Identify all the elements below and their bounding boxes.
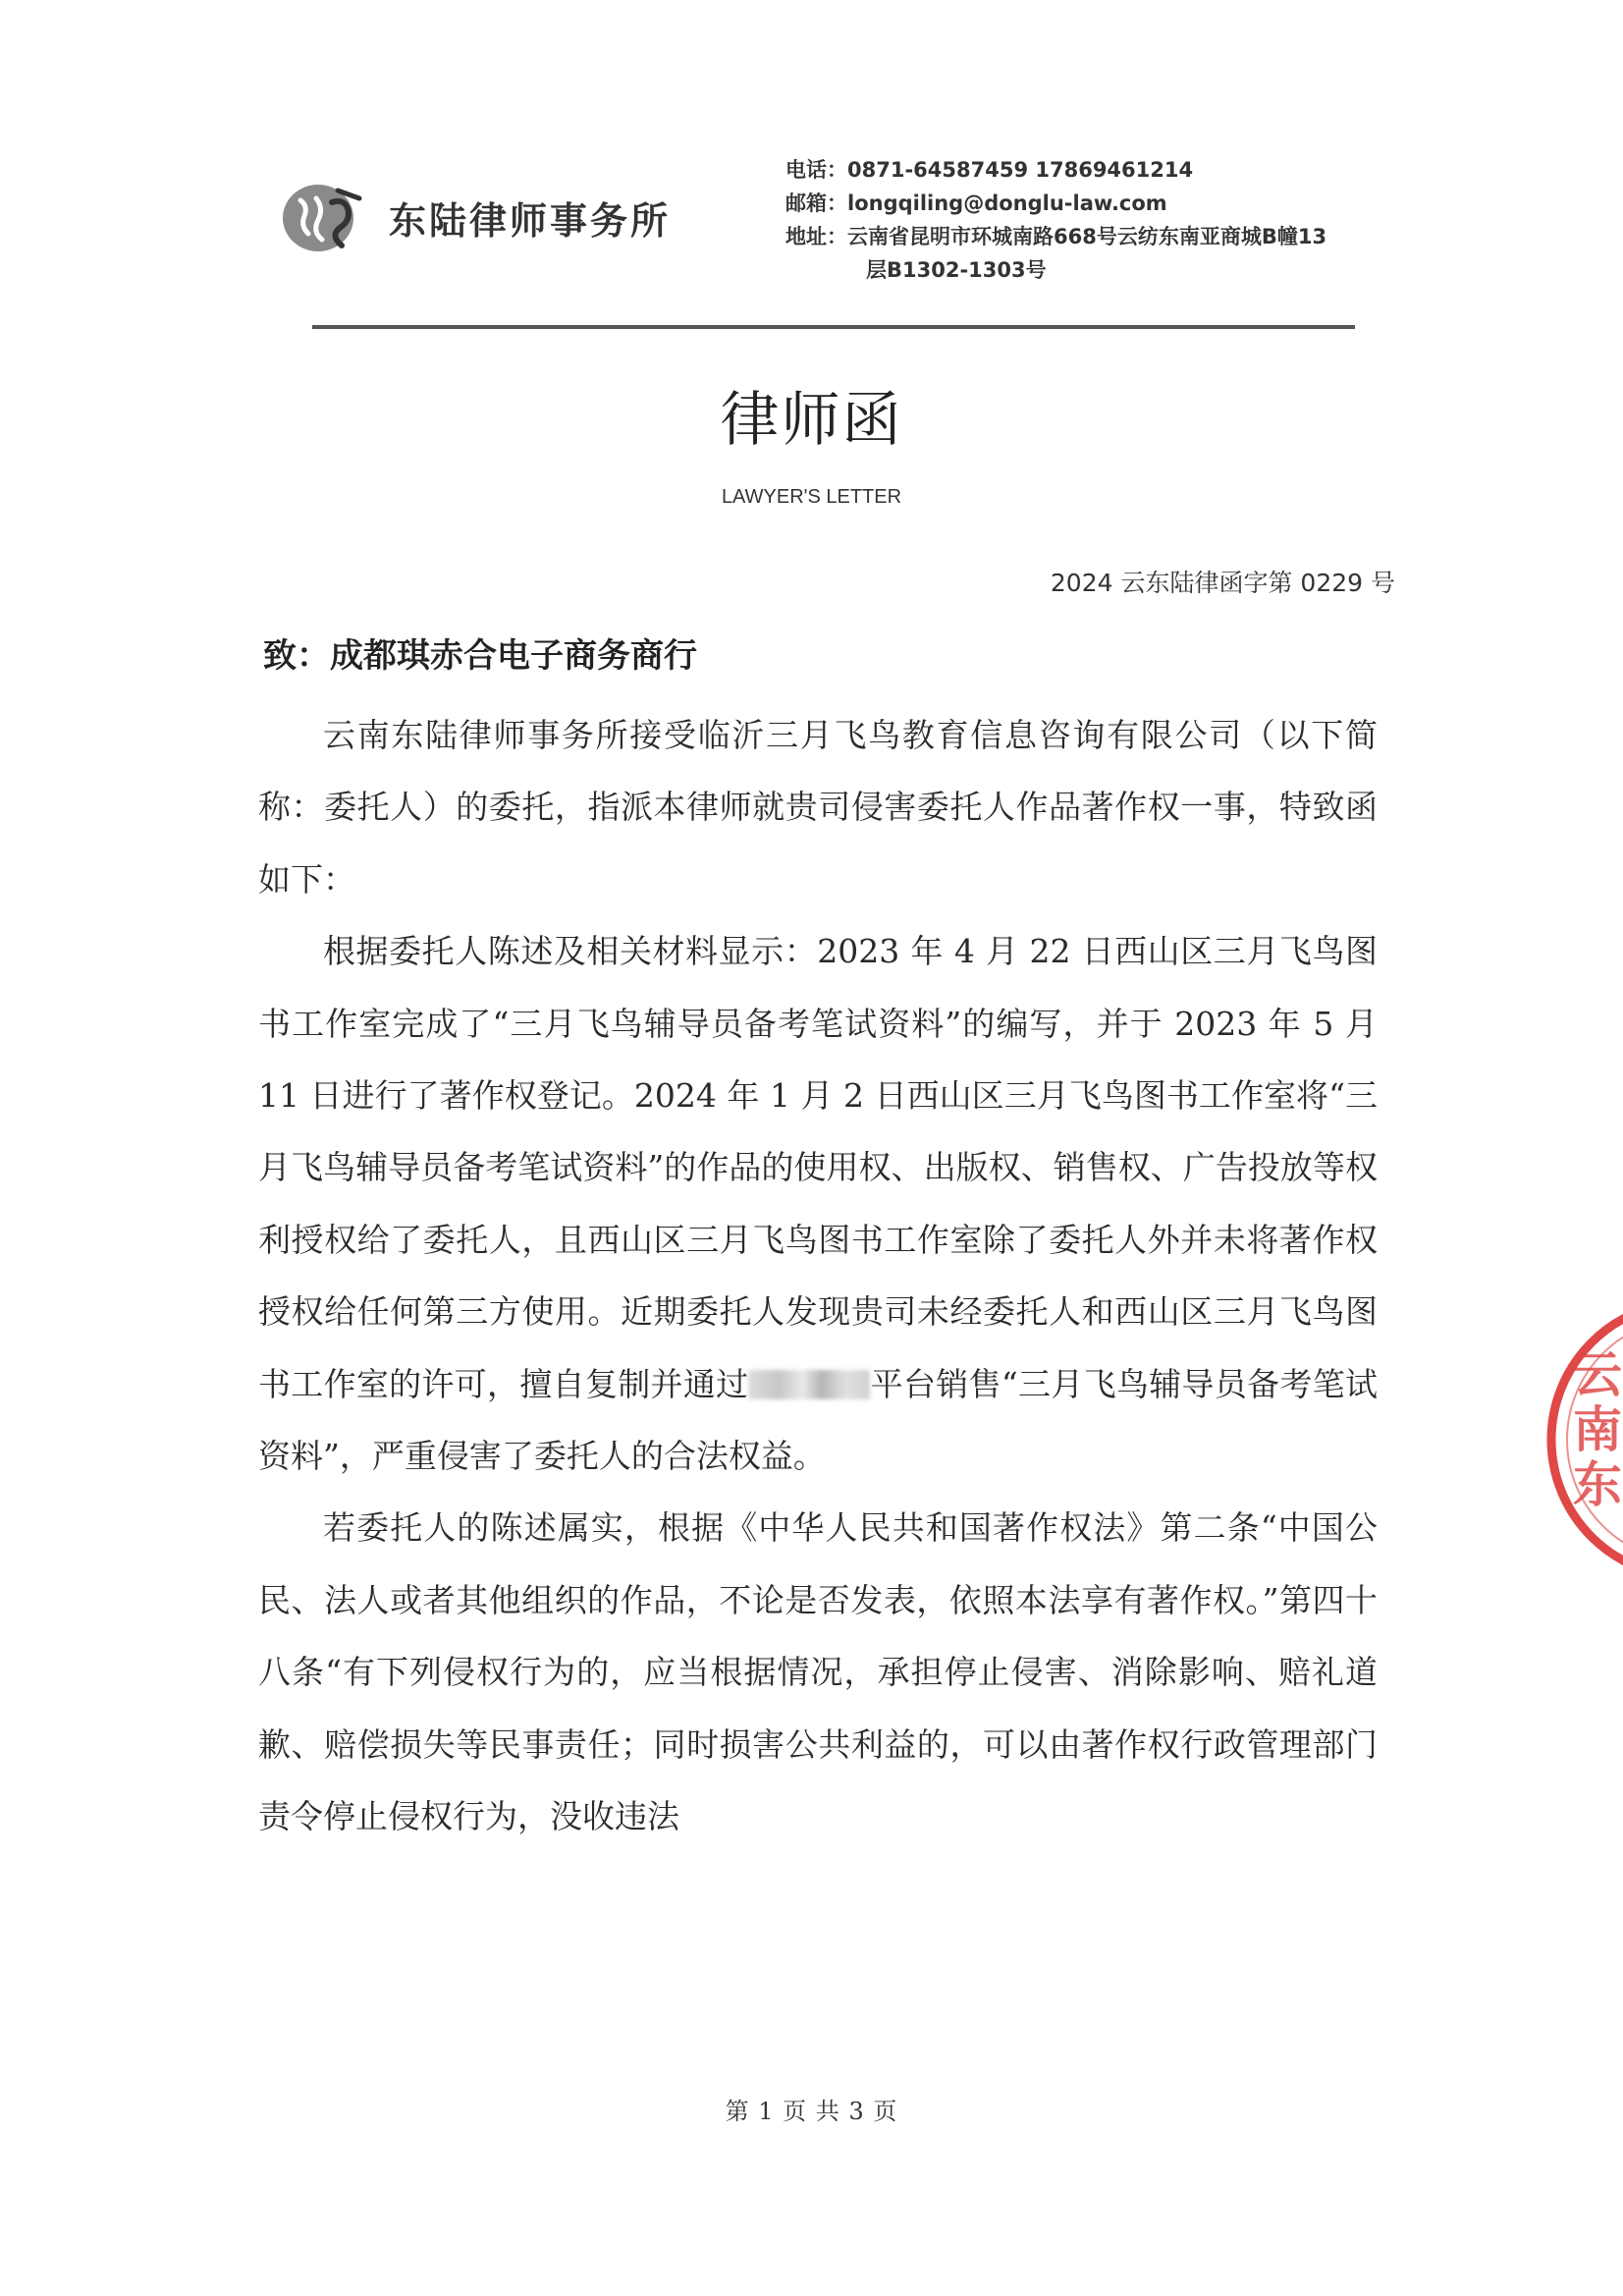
letter-subtitle: LAWYER'S LETTER xyxy=(721,486,902,508)
paragraph-2 xyxy=(258,915,1378,1492)
paragraph-3: 若委托人的陈述属实，根据《中华人民共和国著作权法》第二条“中国公民、法人或者其他组织的作品，不论是否发表，依照本法享有著作权。”第四十八条“有下列侵权行为的，应当根据情况，承担停止侵害、消除影响、赔礼道歉、赔偿损失等民事责任；同时损害公共利益的，可以由著作权行政管理部门责令停止侵权行为，没收违法 xyxy=(258,1508,1378,1836)
letter-title: 律师函 xyxy=(720,386,903,455)
redacted-platform-name xyxy=(748,1370,870,1399)
page-number: 第 1 页 共 3 页 xyxy=(725,2098,898,2125)
contact-email: 邮箱：longqiling@donglu-law.com xyxy=(785,191,1167,215)
paragraph-2-part-1: 根据委托人陈述及相关材料显示：2023 年 4 月 22 日西山区三月飞鸟图书工作室完成了“三月飞鸟辅导员备考笔试资料”的编写，并于 2023 年 5 月 11 日进行了著作权登记。2024 年 1 月 2 日西山区三月飞鸟图书工作室将“三月飞鸟辅导员备考笔试资料”的作品的使用权、出版权、销售权、广告投放等权利授权给了委托人，且西山区三月飞鸟图书工作室除了委托人外并未将著作权授权给任何第三方使用。近期委托人发现贵司未经委托人和西山区三月飞鸟图书工作室的许可，擅自复制并通过 xyxy=(258,932,1378,1403)
contact-phone: 电话：0871-64587459 17869461214 xyxy=(785,158,1194,182)
firm-logo-icon xyxy=(279,179,371,257)
header-divider xyxy=(312,325,1355,329)
seal-text: 云南东 xyxy=(1573,1347,1622,1513)
reference-number: 2024 云东陆律函字第 0229 号 xyxy=(1050,569,1395,597)
contact-block xyxy=(785,153,1414,287)
letter-body xyxy=(258,699,1378,1853)
contact-address-continued: 层B1302-1303号 xyxy=(866,258,1047,282)
firm-name: 东陆律师事务所 xyxy=(389,199,672,243)
paragraph-2-part-2: 平台销售“三月飞鸟辅导员备考笔试资料”，严重侵害了委托人的合法权益。 xyxy=(258,1364,1379,1476)
paragraph-1: 云南东陆律师事务所接受临沂三月飞鸟教育信息咨询有限公司（以下简称：委托人）的委托，指派本律师就贵司侵害委托人作品著作权一事，特致函如下： xyxy=(258,716,1378,899)
contact-address: 地址：云南省昆明市环城南路668号云纺东南亚商城B幢13 xyxy=(785,225,1327,248)
recipient: 致：成都琪赤合电子商务商行 xyxy=(263,636,697,676)
